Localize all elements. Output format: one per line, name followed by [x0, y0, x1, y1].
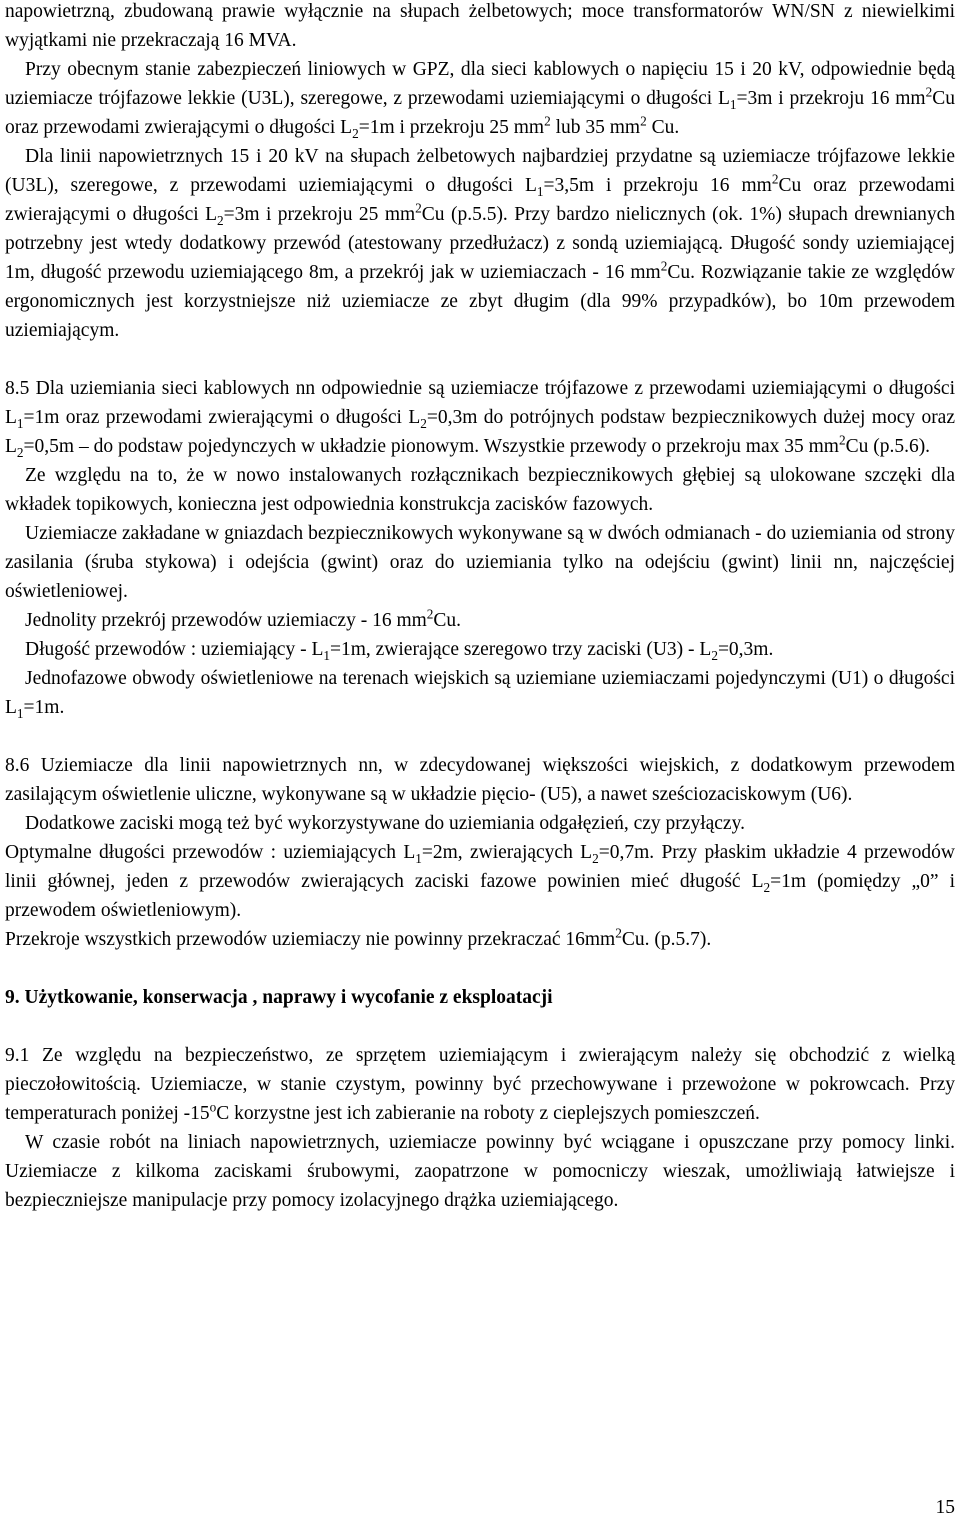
text-run: =0,5m – do podstaw pojedynczych w układzie pionowym. Wszystkie przewody o przekroju max 35 mm [23, 436, 839, 457]
text-run: =1m i przekroju 25 mm [358, 117, 545, 138]
text-run: =2m, zwierających L [421, 842, 593, 863]
subscript: 1 [415, 850, 422, 866]
text-run: 8.6 Uziemiacze dla linii napowietrznych nn, w zdecydowanej większości wiejskich, z dodatkowym przewodem zasilającym oświetlenie uliczne, wykonywane są w układzie pięcio- (U5), a nawet sześciozaciskowym (U6). [5, 755, 955, 805]
paragraph [5, 0, 955, 55]
text-run: =0,3m do potrójnych podstaw bezpiecznikowych dużej mocy oraz L [5, 407, 955, 457]
superscript: 2 [660, 258, 668, 274]
page-number: 15 [935, 1497, 955, 1518]
text-run: 8.5 Dla uziemiania sieci kablowych nn odpowiednie są uziemiacze trójfazowe z przewodami uziemiającymi o długości L [5, 378, 955, 428]
text-run: =1m. [23, 697, 65, 718]
paragraph [5, 925, 955, 954]
text-run: Cu. [433, 610, 462, 631]
subscript: 2 [763, 879, 771, 895]
text-run: Jednolity przekrój przewodów uziemiaczy - 16 mm [25, 610, 427, 631]
superscript: 2 [771, 171, 779, 187]
superscript: 2 [838, 432, 846, 448]
subscript: 2 [592, 850, 599, 866]
text-run: =0,3m. [717, 639, 774, 660]
text-run: Cu oraz przewodami zwierającymi o długości L [5, 88, 955, 138]
text-run: Przekroje wszystkich przewodów uziemiaczy nie powinny przekraczać 16mm [5, 929, 616, 950]
text-run: Przy obecnym stanie zabezpieczeń liniowych w GPZ, dla sieci kablowych o napięciu 15 i 20 kV, odpowiednie będą uziemiacze trójfazowe lekkie (U3L), szeregowe, z przewodami uziemiającymi o długości L [5, 59, 955, 109]
subscript: 1 [16, 705, 24, 721]
superscript: 2 [426, 606, 434, 622]
text-run: =3m i przekroju 16 mm [736, 88, 926, 109]
text-run: W czasie robót na liniach napowietrznych, uziemiacze powinny być wciągane i opuszczane przy pomocy linki. Uziemiacze z kilkoma zaciskami śrubowymi, zaopatrzone w pomocniczy wieszak, umożliwiają łatwiejsze i bezpieczniejsze manipulacje przy pomocy izolacyjnego drążka uziemiającego. [5, 1132, 955, 1211]
text-run: Cu. (p.5.7). [621, 929, 712, 950]
text-run: =3,5m i przekroju 16 mm [543, 175, 772, 196]
text-run: Cu. [646, 117, 680, 138]
superscript: 2 [925, 84, 933, 100]
text-run: lub 35 mm [550, 117, 641, 138]
text-run: =1m oraz przewodami zwierającymi o długości L [23, 407, 421, 428]
paragraph [5, 838, 955, 925]
subscript: 2 [217, 212, 224, 228]
paragraph [5, 1128, 955, 1215]
superscript: 2 [544, 113, 551, 129]
subscript: 1 [729, 96, 737, 112]
paragraph [5, 461, 955, 519]
text-run: 9. Użytkowanie, konserwacja , naprawy i wycofanie z eksploatacji [5, 987, 553, 1008]
text-run: =3m i przekroju 25 mm [223, 204, 416, 225]
superscript: 2 [615, 925, 622, 941]
paragraph [5, 519, 955, 606]
paragraph [5, 55, 955, 142]
text-run: Dodatkowe zaciski mogą też być wykorzystywane do uziemiania odgałęzień, czy przyłączy. [25, 813, 745, 834]
text-run: C korzystne jest ich zabieranie na roboty z cieplejszych pomieszczeń. [216, 1103, 760, 1124]
text-run: Cu (p.5.5). Przy bardzo nielicznych (ok. 1%) słupach drewnianych potrzebny jest wtedy dodatkowy przewód (atestowany przedłużacz) z sondą uziemiającą. Długość sondy uziemiającej 1m, długość przewodu uziemiającego 8m, a przekrój jak w uziemiaczach - 16 mm [5, 204, 955, 283]
paragraph [5, 1041, 955, 1128]
text-run: Cu (p.5.6). [845, 436, 931, 457]
text-run: Cu. Rozwiązanie takie ze względów ergonomicznych jest korzystniejsze niż uziemiacze ze zbyt długim (dla 99% przypadków), bo 10m przewodem uziemiającym. [5, 262, 955, 341]
paragraph [5, 635, 955, 664]
paragraph [5, 606, 955, 635]
text-run: Uziemiacze zakładane w gniazdach bezpiecznikowych wykonywane są w dwóch odmianach - do uziemiania od strony zasilania (śruba stykowa) i odejścia (gwint) oraz do uziemiania tylko na odejściu (gwint) linii nn, najczęściej oświetleniowej. [5, 523, 955, 602]
subscript: 2 [711, 647, 718, 663]
text-run: Dla linii napowietrznych 15 i 20 kV na słupach żelbetowych najbardziej przydatne są uziemiacze trójfazowe lekkie (U3L), szeregowe, z przewodami uziemiającymi o długości L [5, 146, 955, 196]
subscript: 2 [16, 444, 24, 460]
paragraph [5, 374, 955, 461]
superscript: 2 [640, 113, 647, 129]
superscript: 2 [415, 200, 422, 216]
paragraph [5, 142, 955, 345]
text-run: =0,7m. Przy płaskim układzie 4 przewodów linii głównej, jeden z przewodów zwierających zaciski fazowe powinien mieć długość L [5, 842, 955, 892]
subscript: 1 [536, 183, 544, 199]
text-run: Jednofazowe obwody oświetleniowe na terenach wiejskich są uziemiane uziemiaczami pojedynczymi (U1) o długości L [5, 668, 955, 718]
text-run: 9.1 Ze względu na bezpieczeństwo, ze sprzętem uziemiającym i zwierającym należy się obchodzić z wielką pieczołowitością. Uziemiacze, w stanie czystym, powinny być przechowywane i przewożone w pokrowcach. Przy temperaturach poniżej -15 [5, 1045, 955, 1124]
text-run: Długość przewodów : uziemiający - L [25, 639, 324, 660]
subscript: 2 [420, 415, 427, 431]
text-run: Optymalne długości przewodów : uziemiających L [5, 842, 416, 863]
section-heading [5, 983, 955, 1012]
document-body [5, 0, 955, 1215]
text-run: =1m, zwierające szeregowo trzy zaciski (U3) - L [329, 639, 712, 660]
subscript: 2 [352, 125, 359, 141]
paragraph [5, 809, 955, 838]
text-run: Cu oraz przewodami zwierającymi o długości L [5, 175, 956, 225]
paragraph [5, 751, 955, 809]
subscript: 1 [323, 647, 330, 663]
text-run: =1m (pomiędzy „0” i przewodem oświetleniowym). [5, 871, 955, 921]
subscript: 1 [16, 415, 24, 431]
text-run: Ze względu na to, że w nowo instalowanych rozłącznikach bezpiecznikowych głębiej są ulokowane szczęki dla wkładek topikowych, konieczna jest odpowiednia konstrukcja zacisków fazowych. [5, 465, 955, 515]
paragraph [5, 664, 955, 722]
superscript: o [209, 1099, 217, 1115]
text-run: napowietrzną, zbudowaną prawie wyłącznie na słupach żelbetowych; moce transformatorów WN/SN z niewielkimi wyjątkami nie przekraczają 16 MVA. [5, 1, 955, 51]
